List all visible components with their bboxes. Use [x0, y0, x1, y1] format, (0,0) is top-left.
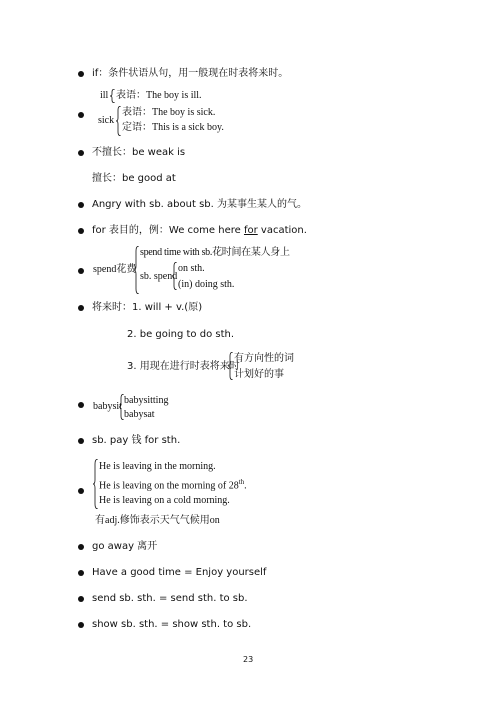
word-ill: ill [100, 90, 109, 101]
planned-events: 计划好的事 [234, 369, 284, 380]
leaving-cold-morning: He is leaving on a cold morning. [99, 495, 230, 506]
directional-words: 有方向性的词 [234, 353, 294, 364]
page-number: 23 [243, 655, 254, 664]
good-at: 擅长：be good at [92, 173, 176, 184]
bullet [78, 112, 84, 118]
spend-time-with: spend time with sb.花时间在某人身上 [140, 247, 290, 258]
sb-spend: sb. spend [140, 271, 178, 282]
send-sth: send sb. sth. = send sth. to sb. [92, 593, 248, 604]
adj-weather-note: 有adj.修饰表示天气气候用on [95, 515, 220, 526]
bullet [78, 488, 84, 494]
in-doing-sth: (in) doing sth. [178, 279, 235, 290]
bullet [78, 438, 84, 444]
bullet [78, 622, 84, 628]
pay-for: sb. pay 钱 for sth. [92, 435, 181, 446]
bullet [78, 402, 84, 408]
future-going-to: 2. be going to do sth. [127, 329, 235, 340]
leaving-28th: He is leaving on the morning of 28th. [99, 478, 247, 492]
babysitting: babysitting [124, 395, 169, 406]
spend-label: spend花费 [93, 264, 137, 275]
babysit: babysit [93, 401, 122, 412]
for-purpose: for 表目的，例：We come here for vacation. [92, 225, 307, 236]
bullet [78, 202, 84, 208]
sick-predicative: 表语：The boy is sick. [122, 107, 216, 118]
bullet [78, 544, 84, 550]
go-away: go away 离开 [92, 541, 158, 552]
not-good-at: 不擅长：be weak is [92, 147, 186, 158]
bullet [78, 596, 84, 602]
future-will: 将来时：1. will + v.(原) [92, 302, 203, 313]
bullet [78, 268, 84, 274]
sick-attributive: 定语：This is a sick boy. [122, 122, 224, 133]
bullet [78, 570, 84, 576]
have-good-time: Have a good time = Enjoy yourself [92, 567, 267, 578]
ill-predicative: 表语：The boy is ill. [116, 90, 202, 101]
leaving-morning: He is leaving in the morning. [99, 461, 216, 472]
on-sth: on sth. [178, 263, 205, 274]
bullet [78, 305, 84, 311]
bullet [78, 228, 84, 234]
babysat: babysat [124, 409, 155, 420]
future-progressive: 3. 用现在进行时表将来时 [127, 361, 240, 372]
bullet [78, 150, 84, 156]
bullet [78, 71, 84, 77]
if-clause-note: if：条件状语从句，用一般现在时表将来时。 [92, 68, 289, 79]
show-sth: show sb. sth. = show sth. to sb. [92, 619, 252, 630]
word-sick: sick [98, 115, 115, 126]
angry-with: Angry with sb. about sb. 为某事生某人的气。 [92, 199, 307, 210]
